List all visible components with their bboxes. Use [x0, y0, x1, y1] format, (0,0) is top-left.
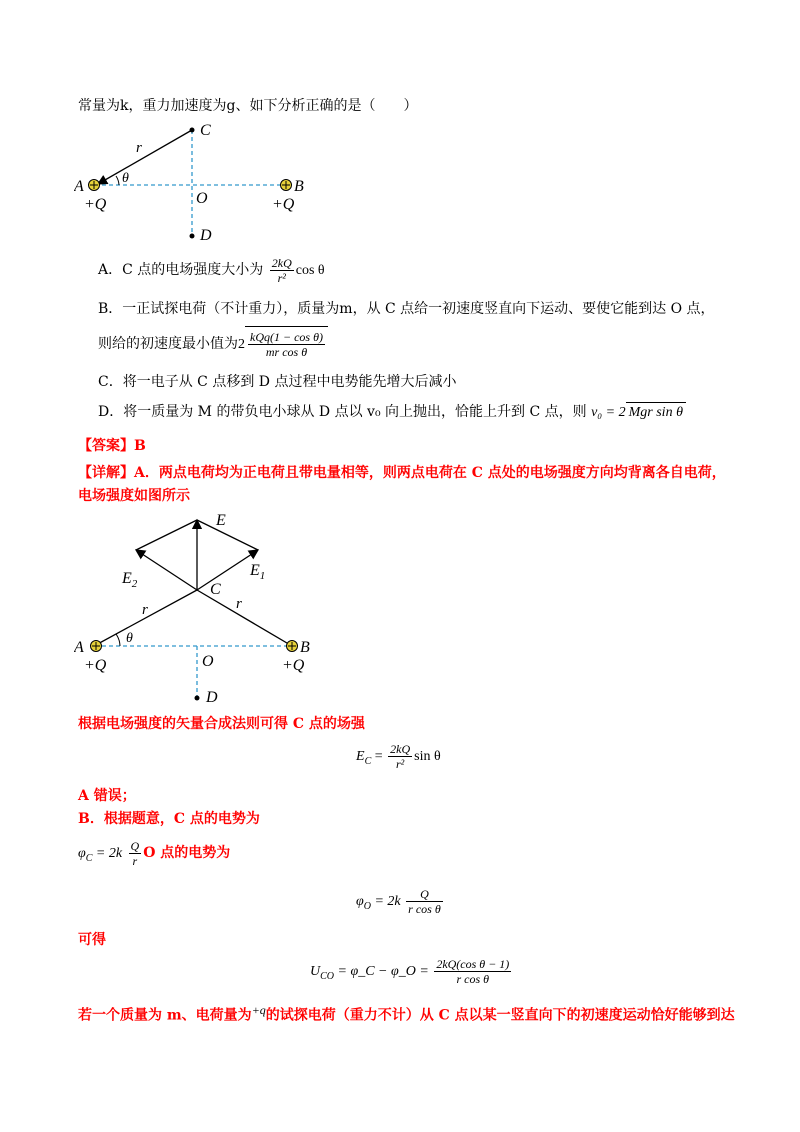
- detail-line1: 【详解】A．两点电荷均为正电荷且带电量相等，则两点电荷在 C 点处的电场强度方向均背离各自电荷，: [78, 465, 726, 481]
- phi-o-sub: O: [363, 900, 371, 912]
- label-a: A: [74, 639, 84, 656]
- ec-den: r²: [396, 757, 405, 772]
- charge-b-symbol: [287, 641, 298, 652]
- option-b-frac-den: mr cos θ: [265, 345, 308, 360]
- option-a-fraction: [270, 256, 294, 285]
- label-theta: θ: [122, 171, 129, 186]
- e1-vector-arrow: [197, 550, 258, 590]
- label-d: D: [200, 227, 212, 244]
- option-b-frac-num: kQq(1 − cos θ): [250, 330, 323, 345]
- uco-lhs: U: [310, 964, 321, 979]
- detail-line3: 根据电场强度的矢量合成法则可得 C 点的场强: [78, 716, 365, 732]
- uco-num: 2kQ(cos θ − 1): [436, 957, 510, 972]
- uco-formula: [310, 954, 513, 995]
- charge-a-symbol: [89, 180, 100, 191]
- option-b-line2: [98, 326, 328, 363]
- ec-num: 2kQ: [390, 742, 411, 757]
- last-after: 的试探电荷（重力不计）从 C 点以某一竖直向下的初速度运动恰好能够到达: [265, 1007, 735, 1024]
- option-d: [98, 402, 686, 423]
- question-intro: 常量为k，重力加速度为g、如下分析正确的是（ ）: [78, 98, 418, 114]
- uco-mid: = φ_C − φ_O =: [334, 964, 433, 979]
- point-c-dot: [190, 128, 195, 133]
- option-d-formula-lhs: v₀ = 2: [591, 405, 626, 420]
- last-line: [78, 1000, 735, 1026]
- uco-fraction: [434, 957, 511, 986]
- phi-c-den: r: [132, 853, 138, 868]
- phi-o-eq: = 2k: [370, 894, 401, 909]
- label-e1-sub: 1: [259, 570, 266, 582]
- phi-c-line: [78, 836, 230, 876]
- charge-a-label: +Q: [84, 196, 107, 213]
- b-intro: B．根据题意，C 点的电势为: [78, 811, 260, 827]
- phi-o-den: r cos θ: [408, 902, 441, 917]
- phi-c-num: Q: [130, 838, 140, 853]
- label-c: C: [210, 581, 221, 598]
- phi-o-lhs: φ: [356, 894, 364, 909]
- option-b-line1: [98, 299, 715, 319]
- option-c-text: 将一电子从 C 点移到 D 点过程中电势能先增大后减小: [122, 374, 457, 390]
- option-a-frac-den: r²: [277, 270, 286, 285]
- last-q: +q: [251, 1003, 266, 1017]
- last-before: 若一个质量为 m、电荷量为: [78, 1007, 252, 1024]
- phi-o-formula: [356, 884, 445, 925]
- charge-a-symbol: [91, 641, 102, 652]
- option-c-letter: C．: [98, 374, 123, 390]
- e2-vector-arrow: [136, 550, 197, 590]
- option-d-letter: D．: [98, 404, 124, 420]
- a-wrong: A 错误；: [78, 788, 136, 804]
- phi-o-fraction: [406, 887, 443, 916]
- phi-c-sub: C: [85, 852, 93, 864]
- label-r: r: [136, 140, 142, 156]
- ec-lhs: E: [356, 749, 365, 764]
- label-c: C: [200, 122, 211, 139]
- label-theta: θ: [126, 631, 133, 646]
- label-d: D: [206, 689, 218, 706]
- label-e1-main: E: [250, 562, 260, 579]
- option-c: [98, 372, 456, 392]
- label-r-left: r: [142, 602, 148, 618]
- theta-arc: [116, 176, 119, 185]
- option-b-line2-text: 则给的初速度最小值为: [98, 336, 238, 352]
- option-b-text: 一正试探电荷（不计重力），质量为m，从 C 点给一初速度竖直向下运动、要使它能到达 O 点，: [122, 301, 715, 317]
- label-o: O: [196, 190, 208, 207]
- label-e2-sub: 2: [131, 578, 138, 590]
- charge-b-symbol: [281, 180, 292, 191]
- phi-o-text: O 点的电势为: [143, 845, 231, 861]
- label-e: E: [216, 512, 226, 529]
- label-e2: [121, 570, 138, 590]
- label-b: B: [294, 178, 304, 195]
- option-d-text: 将一质量为 M 的带负电小球从 D 点以 v₀ 向上抛出，恰能上升到 C 点，则: [123, 404, 587, 420]
- r-vector-arrow: [98, 130, 192, 184]
- phi-c-fraction: [129, 839, 142, 868]
- ec-tail: sin θ: [414, 749, 441, 764]
- figure-1-diagram: [74, 118, 334, 248]
- label-e2-main: E: [122, 570, 132, 587]
- ec-sub: C: [364, 755, 372, 767]
- detail-line2: 电场强度如图所示: [78, 488, 190, 504]
- uco-den: r cos θ: [456, 972, 490, 987]
- point-d-dot: [190, 234, 195, 239]
- uco-sub: CO: [320, 970, 335, 982]
- r-right-line: [197, 590, 292, 646]
- ec-formula: $E_C$ = $\frac{2kQ}{\text{r²}}$ sin θ: [356, 742, 441, 772]
- option-b-letter: B．: [98, 301, 123, 317]
- option-a-tail: cos θ: [295, 263, 325, 278]
- label-a: A: [74, 178, 84, 195]
- parallelogram-right-edge: [197, 520, 258, 550]
- charge-b-label: +Q: [272, 196, 295, 213]
- label-o: O: [202, 653, 214, 670]
- figure-2-diagram: [74, 508, 334, 708]
- option-a-letter: A．: [98, 262, 123, 278]
- theta-arc: [116, 634, 120, 646]
- ec-fraction: [388, 742, 412, 771]
- charge-a-label: +Q: [84, 657, 107, 674]
- option-b-coef: 2: [238, 337, 245, 352]
- parallelogram-left-edge: [136, 520, 197, 550]
- phi-c-eq: = 2k: [92, 846, 123, 861]
- option-a-frac-num: 2kQ: [271, 255, 292, 270]
- label-b: B: [300, 639, 310, 656]
- option-a-text: C 点的电场强度大小为: [122, 262, 264, 278]
- label-e1: [249, 562, 265, 582]
- point-d-dot: [195, 696, 200, 701]
- charge-b-label: +Q: [282, 657, 305, 674]
- answer-label: 【答案】B: [78, 438, 146, 454]
- phi-c-lhs: φ: [78, 846, 86, 861]
- r-left-line: [94, 590, 197, 646]
- label-r-right: r: [236, 596, 242, 612]
- option-d-formula-root: Mgr sin θ: [626, 402, 686, 423]
- phi-o-num: Q: [406, 887, 443, 902]
- kede: 可得: [78, 932, 106, 948]
- option-b-sqrt: [245, 326, 328, 363]
- option-a: [98, 255, 325, 286]
